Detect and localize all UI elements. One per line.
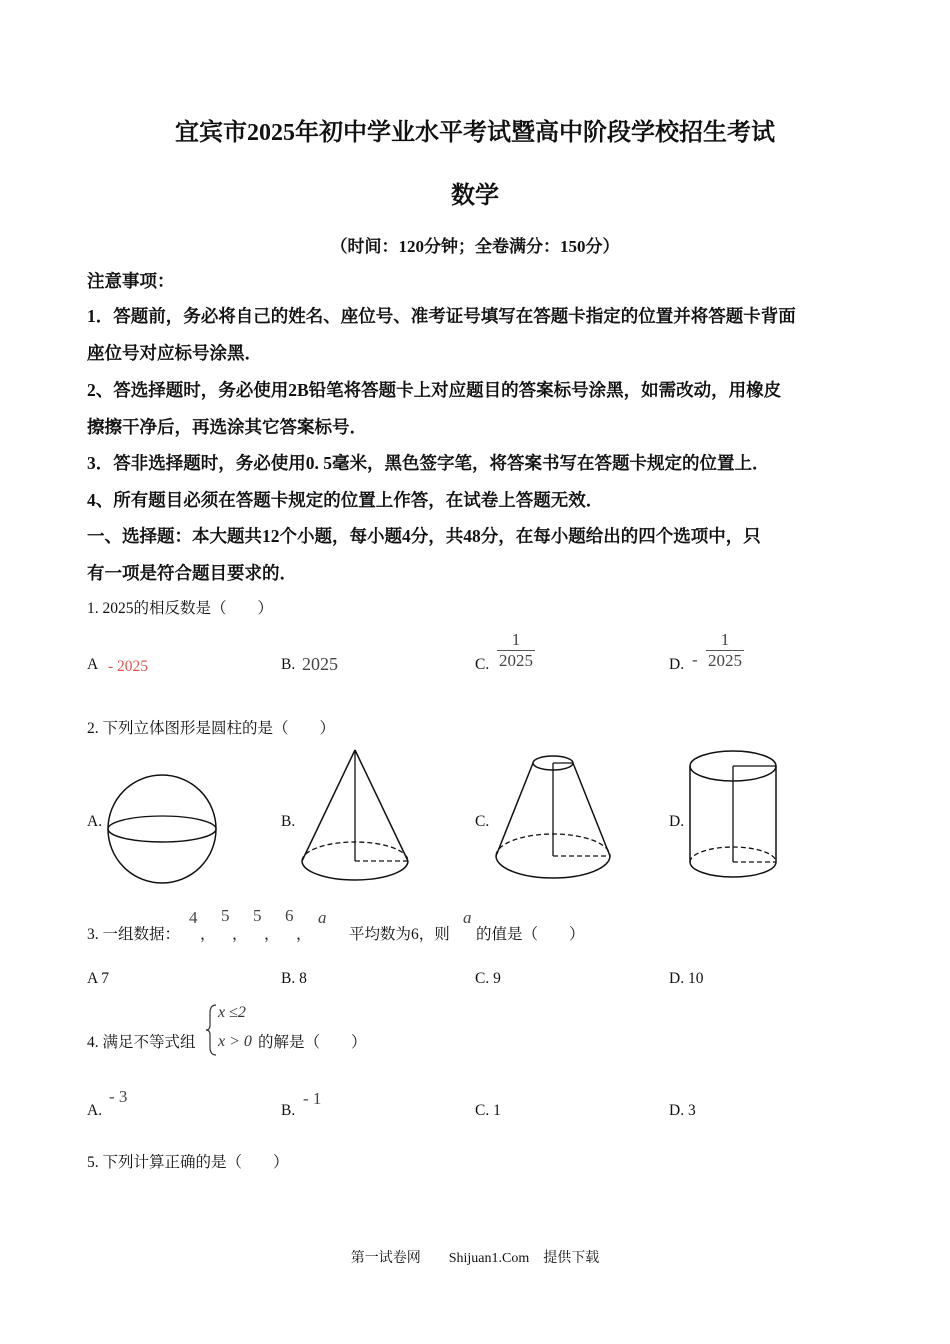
cone-figure bbox=[296, 745, 416, 890]
q1-stem: 1. 2025的相反数是（ ） bbox=[87, 600, 274, 617]
q1-option-c-label: C. bbox=[475, 656, 490, 673]
notice-item-1-line-1: 1．答题前，务必将自己的姓名、座位号、准考证号填写在答题卡指定的位置并将答题卡背面 bbox=[87, 306, 796, 326]
q3-variable-a: a bbox=[318, 908, 327, 927]
section-1-line-1: 一、选择题：本大题共12个小题，每小题4分，共48分，在每小题给出的四个选项中，只 bbox=[87, 526, 761, 546]
q4-option-a-value: - 3 bbox=[109, 1087, 128, 1106]
q1-option-d-label: D. bbox=[669, 656, 685, 673]
q1-option-b-value: 2025 bbox=[302, 654, 338, 674]
q4-stem-suffix: 的解是（ ） bbox=[258, 1034, 367, 1051]
notice-item-3: 3．答非选择题时，务必使用0. 5毫米，黑色签字笔，将答案书写在答题卡规定的位置上． bbox=[87, 453, 770, 473]
q1-option-b-label: B. bbox=[281, 656, 296, 673]
notice-item-1-line-2: 座位号对应标号涂黑． bbox=[87, 343, 262, 363]
section-1-line-2: 有一项是符合题目要求的． bbox=[87, 563, 297, 583]
q3-comma-2: ， bbox=[232, 926, 248, 943]
q2-option-d-label: D. bbox=[669, 813, 685, 830]
q3-comma-3: ， bbox=[264, 926, 280, 943]
q3-stem-middle: 平均数为6，则 bbox=[349, 926, 450, 943]
q1-c-denominator: 2025 bbox=[499, 651, 533, 670]
q4-ineq2-text: x > 0 bbox=[218, 1033, 252, 1050]
q3-number-4: 6 bbox=[285, 906, 294, 925]
q1-option-a-value: - 2025 bbox=[108, 658, 149, 675]
q4-inequality-1 bbox=[218, 1004, 246, 1022]
q4-stem-prefix: 4. 满足不等式组 bbox=[87, 1034, 196, 1051]
sphere-figure bbox=[100, 770, 224, 890]
notice-item-2-line-2: 擦擦干净后，再选涂其它答案标号． bbox=[87, 417, 367, 437]
q3-option-b: B. 8 bbox=[281, 970, 307, 987]
q3-variable-a-2: a bbox=[463, 908, 472, 927]
notice-item-4: 4、所有题目必须在答题卡规定的位置上作答，在试卷上答题无效． bbox=[87, 490, 604, 510]
q4-inequality-2 bbox=[218, 1033, 252, 1051]
q4-option-a-label: A. bbox=[87, 1102, 103, 1119]
q4-option-c: C. 1 bbox=[475, 1102, 501, 1119]
q2-option-a-label: A. bbox=[87, 813, 103, 830]
q3-option-d: D. 10 bbox=[669, 970, 704, 987]
cylinder-figure bbox=[684, 745, 784, 890]
q1-option-a-label: A bbox=[87, 656, 99, 673]
q2-stem: 2. 下列立体图形是圆柱的是（ ） bbox=[87, 720, 336, 737]
q3-option-a: A 7 bbox=[87, 970, 109, 987]
q3-number-3: 5 bbox=[253, 906, 262, 925]
q5-stem: 5. 下列计算正确的是（ ） bbox=[87, 1154, 289, 1171]
q4-option-b-label: B. bbox=[281, 1102, 296, 1119]
notice-item-2-line-1: 2、答选择题时，务必使用2B铅笔将答题卡上对应题目的答案标号涂黑，如需改动，用橡皮 bbox=[87, 380, 782, 400]
q1-option-c-fraction bbox=[497, 630, 535, 671]
exam-title: 宜宾市2025年初中学业水平考试暨高中阶段学校招生考试 bbox=[175, 120, 775, 146]
q3-comma-4: ， bbox=[296, 926, 312, 943]
q1-d-numerator: 1 bbox=[720, 630, 730, 649]
time-info: （时间：120分钟；全卷满分：150分） bbox=[330, 237, 620, 256]
q3-stem-prefix: 3. 一组数据： bbox=[87, 926, 181, 943]
subject-title: 数学 bbox=[451, 183, 499, 209]
q1-d-denominator: 2025 bbox=[708, 651, 742, 670]
q1-option-d-sign: - bbox=[692, 650, 698, 669]
footer-source: 第一试卷网 Shijuan1.Com 提供下载 bbox=[350, 1251, 600, 1266]
frustum-figure bbox=[490, 750, 616, 890]
q4-option-d: D. 3 bbox=[669, 1102, 696, 1119]
q2-option-c-label: C. bbox=[475, 813, 490, 830]
notice-heading: 注意事项： bbox=[87, 271, 175, 291]
q1-option-d-fraction bbox=[706, 630, 744, 671]
q1-c-numerator: 1 bbox=[511, 630, 521, 649]
q4-option-b-value: - 1 bbox=[303, 1089, 322, 1108]
q3-number-1: 4 bbox=[189, 908, 198, 927]
q3-number-2: 5 bbox=[221, 906, 230, 925]
q3-option-c: C. 9 bbox=[475, 970, 501, 987]
q3-comma-1: ， bbox=[200, 926, 216, 943]
q2-option-b-label: B. bbox=[281, 813, 296, 830]
q4-ineq1-text: x ≤2 bbox=[218, 1004, 246, 1021]
q4-brace bbox=[204, 1003, 218, 1057]
q3-stem-suffix: 的值是（ ） bbox=[476, 926, 585, 943]
